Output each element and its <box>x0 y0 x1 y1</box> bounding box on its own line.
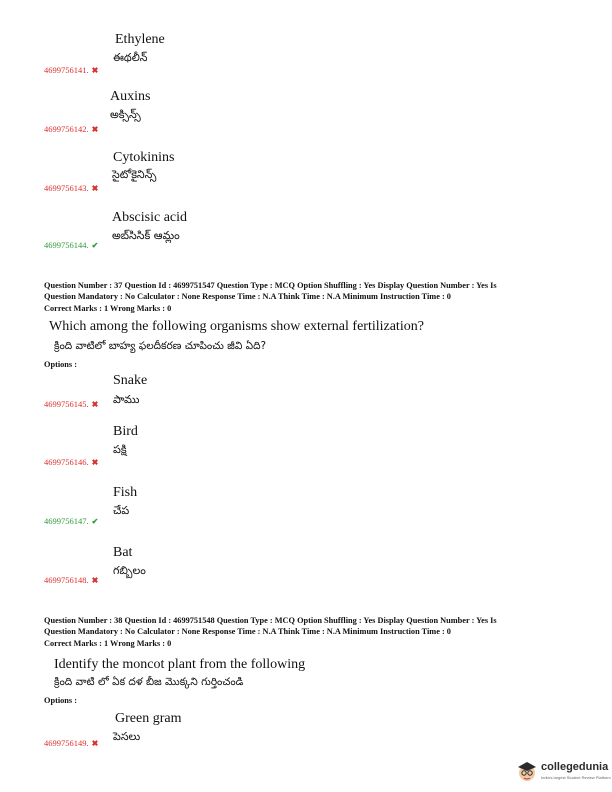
graduate-face-icon <box>516 759 538 783</box>
prev-option-1-id <box>44 65 98 76</box>
q38-options-label: Options : <box>44 696 77 705</box>
logo-name: collegedunia <box>541 761 609 773</box>
prev-option-1-text: Ethylene <box>115 32 165 47</box>
logo-tagline: India's largest Student Review Platform <box>541 775 611 780</box>
q37-marks: Correct Marks : 1 Wrong Marks : 0 <box>44 304 172 313</box>
option-id-label: 4699756145. <box>44 399 89 409</box>
q37-option-1-text: Snake <box>113 373 148 388</box>
prev-option-3-telugu: సైటోకైనిన్స్ <box>112 168 157 181</box>
wrong-mark-icon: ✖ <box>91 739 99 748</box>
wrong-mark-icon: ✖ <box>91 125 99 134</box>
option-id-label: 4699756143. <box>44 183 89 193</box>
option-id-label: 4699756141. <box>44 65 89 75</box>
wrong-mark-icon: ✖ <box>91 400 99 409</box>
q38-marks: Correct Marks : 1 Wrong Marks : 0 <box>44 639 172 648</box>
collegedunia-logo <box>516 757 611 787</box>
option-id-label: 4699756149. <box>44 738 89 748</box>
prev-option-4-text: Abscisic acid <box>112 210 188 225</box>
q37-question-en: Which among the following organisms show external fertilization? <box>49 319 424 334</box>
prev-option-1-telugu: ఈథలీన్ <box>113 51 148 64</box>
q37-option-2-text: Bird <box>113 424 138 439</box>
q37-question-te: క్రింది వాటిలో బాహ్య ఫలదీకరణ చూపించు జీవి ఏది? <box>54 340 267 352</box>
option-id-label: 4699756148. <box>44 575 89 585</box>
q37-meta-line2: Question Mandatory : No Calculator : None Response Time : N.A Think Time : N.A Minimum Instruction Time : 0 <box>44 292 451 301</box>
wrong-mark-icon: ✖ <box>91 458 99 467</box>
prev-option-4-telugu: అబ్‌సిసిక్ ఆమ్లం <box>112 229 180 242</box>
q37-option-2-telugu: పక్షి <box>113 443 127 456</box>
q37-option-2-id <box>44 457 98 468</box>
q37-option-3-telugu: చేప <box>113 504 130 517</box>
option-id-label: 4699756146. <box>44 457 89 467</box>
prev-option-2-telugu: అక్సిన్స్ <box>110 108 141 121</box>
q37-option-3-text: Fish <box>113 485 138 500</box>
option-id-label: 4699756142. <box>44 124 89 134</box>
q38-option-1-text: Green gram <box>115 711 182 726</box>
q37-meta-line1: Question Number : 37 Question Id : 4699751547 Question Type : MCQ Option Shuffling : Yes Display Question Number : Yes Is <box>44 281 497 290</box>
q38-option-1-telugu: పెసలు <box>113 730 141 743</box>
option-id-label: 4699756144. <box>44 240 89 250</box>
q37-options-label: Options : <box>44 360 77 369</box>
wrong-mark-icon: ✖ <box>91 66 99 75</box>
q37-option-4-id <box>44 575 98 586</box>
q38-meta-line2: Question Mandatory : No Calculator : None Response Time : N.A Think Time : N.A Minimum Instruction Time : 0 <box>44 627 451 636</box>
correct-mark-icon: ✔ <box>91 241 99 250</box>
q38-question-en: Identify the moncot plant from the following <box>54 657 306 672</box>
prev-option-3-text: Cytokinins <box>113 150 175 165</box>
q37-option-1-telugu: పాము <box>113 393 140 406</box>
q37-option-3-id <box>44 516 98 527</box>
option-id-label: 4699756147. <box>44 516 89 526</box>
prev-option-2-text: Auxins <box>110 89 151 104</box>
wrong-mark-icon: ✖ <box>91 576 99 585</box>
prev-option-4-id <box>44 240 98 251</box>
correct-mark-icon: ✔ <box>91 517 99 526</box>
prev-option-3-id <box>44 183 98 194</box>
q37-option-4-telugu: గబ్బిలం <box>113 564 146 577</box>
wrong-mark-icon: ✖ <box>91 184 99 193</box>
prev-option-2-id <box>44 124 98 135</box>
q38-option-1-id <box>44 738 98 749</box>
q38-question-te: క్రింది వాటి లో ఏక దళ బీజ మొక్కని గుర్తించండి <box>54 676 244 688</box>
q37-option-1-id <box>44 399 98 410</box>
q38-meta-line1: Question Number : 38 Question Id : 4699751548 Question Type : MCQ Option Shuffling : Yes Display Question Number : Yes Is <box>44 616 497 625</box>
q37-option-4-text: Bat <box>113 545 133 560</box>
